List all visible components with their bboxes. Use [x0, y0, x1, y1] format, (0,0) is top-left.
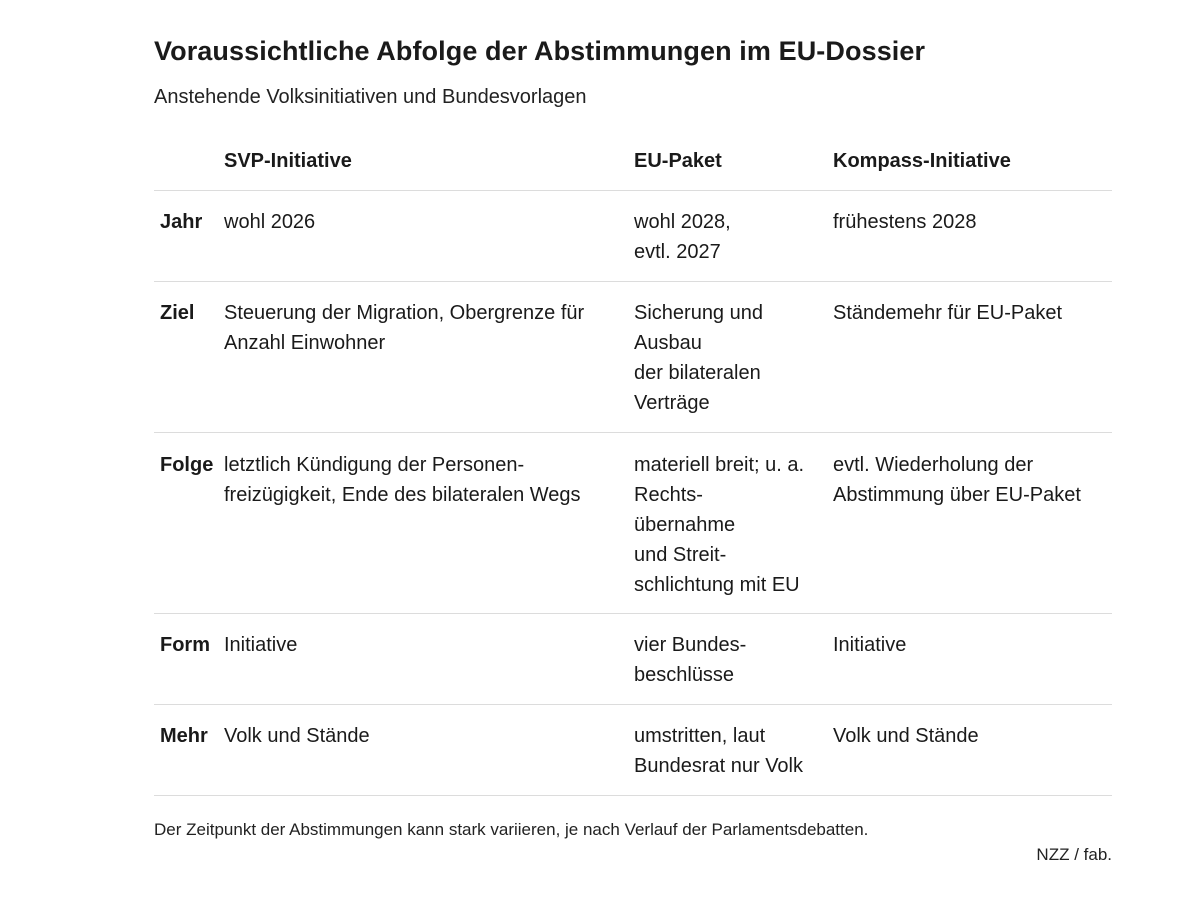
row-label-ziel: Ziel — [154, 281, 224, 432]
cell-ziel-kompass: Ständemehr für EU-Paket — [833, 281, 1112, 432]
row-label-folge: Folge — [154, 432, 224, 613]
cell-ziel-eu-line: Verträge — [634, 391, 710, 414]
row-label-mehr: Mehr — [154, 704, 224, 795]
cell-jahr-eu-line: wohl 2028, — [634, 210, 731, 233]
cell-folge-eu-line: und Streit- — [634, 543, 727, 566]
footnote: Der Zeitpunkt der Abstimmungen kann stark variieren, je nach Verlauf der Parlamentsdebatten. — [154, 820, 869, 839]
table-row-jahr — [154, 190, 1112, 281]
table-row-form — [154, 613, 1112, 704]
cell-folge-eu-line: materiell breit; u. a. — [634, 453, 805, 476]
cell-folge-eu — [634, 432, 833, 613]
cell-folge-eu-line: schlichtung mit EU — [634, 573, 800, 596]
cell-folge-eu-line: übernahme — [634, 513, 736, 536]
cell-form-svp: Initiative — [224, 613, 634, 704]
cell-form-kompass: Initiative — [833, 613, 1112, 704]
cell-folge-kompass: evtl. Wiederholung der Abstimmung über EU-Paket — [833, 432, 1112, 613]
row-label-form: Form — [154, 613, 224, 704]
table-row-mehr — [154, 704, 1112, 795]
cell-jahr-eu — [634, 190, 833, 281]
cell-mehr-eu-line: Bundesrat nur Volk — [634, 754, 803, 777]
cell-folge-eu-line: Rechts- — [634, 483, 703, 506]
cell-ziel-eu-line: Ausbau — [634, 331, 702, 354]
vote-sequence-table — [154, 132, 1112, 796]
header-svp-initiative: SVP-Initiative — [224, 132, 634, 190]
chart-subtitle: Anstehende Volksinitiativen und Bundesvorlagen — [154, 86, 587, 108]
cell-mehr-eu — [634, 704, 833, 795]
cell-jahr-svp: wohl 2026 — [224, 190, 634, 281]
header-empty-cell — [154, 132, 224, 190]
cell-jahr-kompass: frühestens 2028 — [833, 190, 1112, 281]
table-row-folge — [154, 432, 1112, 613]
cell-ziel-eu-line: der bilateralen — [634, 361, 761, 384]
source-credit: NZZ / fab. — [1036, 845, 1112, 864]
cell-form-eu-line: beschlüsse — [634, 663, 735, 686]
cell-form-eu — [634, 613, 833, 704]
cell-folge-svp: letztlich Kündigung der Personen-freizügigkeit, Ende des bilateralen Wegs — [224, 432, 634, 613]
table-row-ziel — [154, 281, 1112, 432]
cell-form-eu-line: vier Bundes- — [634, 633, 747, 656]
table-header-row — [154, 132, 1112, 190]
cell-jahr-eu-line: evtl. 2027 — [634, 240, 721, 263]
cell-ziel-svp: Steuerung der Migration, Obergrenze für Anzahl Einwohner — [224, 281, 634, 432]
cell-ziel-eu — [634, 281, 833, 432]
header-eu-paket: EU-Paket — [634, 132, 833, 190]
cell-mehr-svp: Volk und Stände — [224, 704, 634, 795]
chart-title: Voraussichtliche Abfolge der Abstimmungen im EU-Dossier — [154, 36, 926, 66]
row-label-jahr: Jahr — [154, 190, 224, 281]
header-kompass-initiative: Kompass-Initiative — [833, 132, 1112, 190]
cell-ziel-eu-line: Sicherung und — [634, 301, 763, 324]
cell-mehr-kompass: Volk und Stände — [833, 704, 1112, 795]
cell-mehr-eu-line: umstritten, laut — [634, 724, 766, 747]
